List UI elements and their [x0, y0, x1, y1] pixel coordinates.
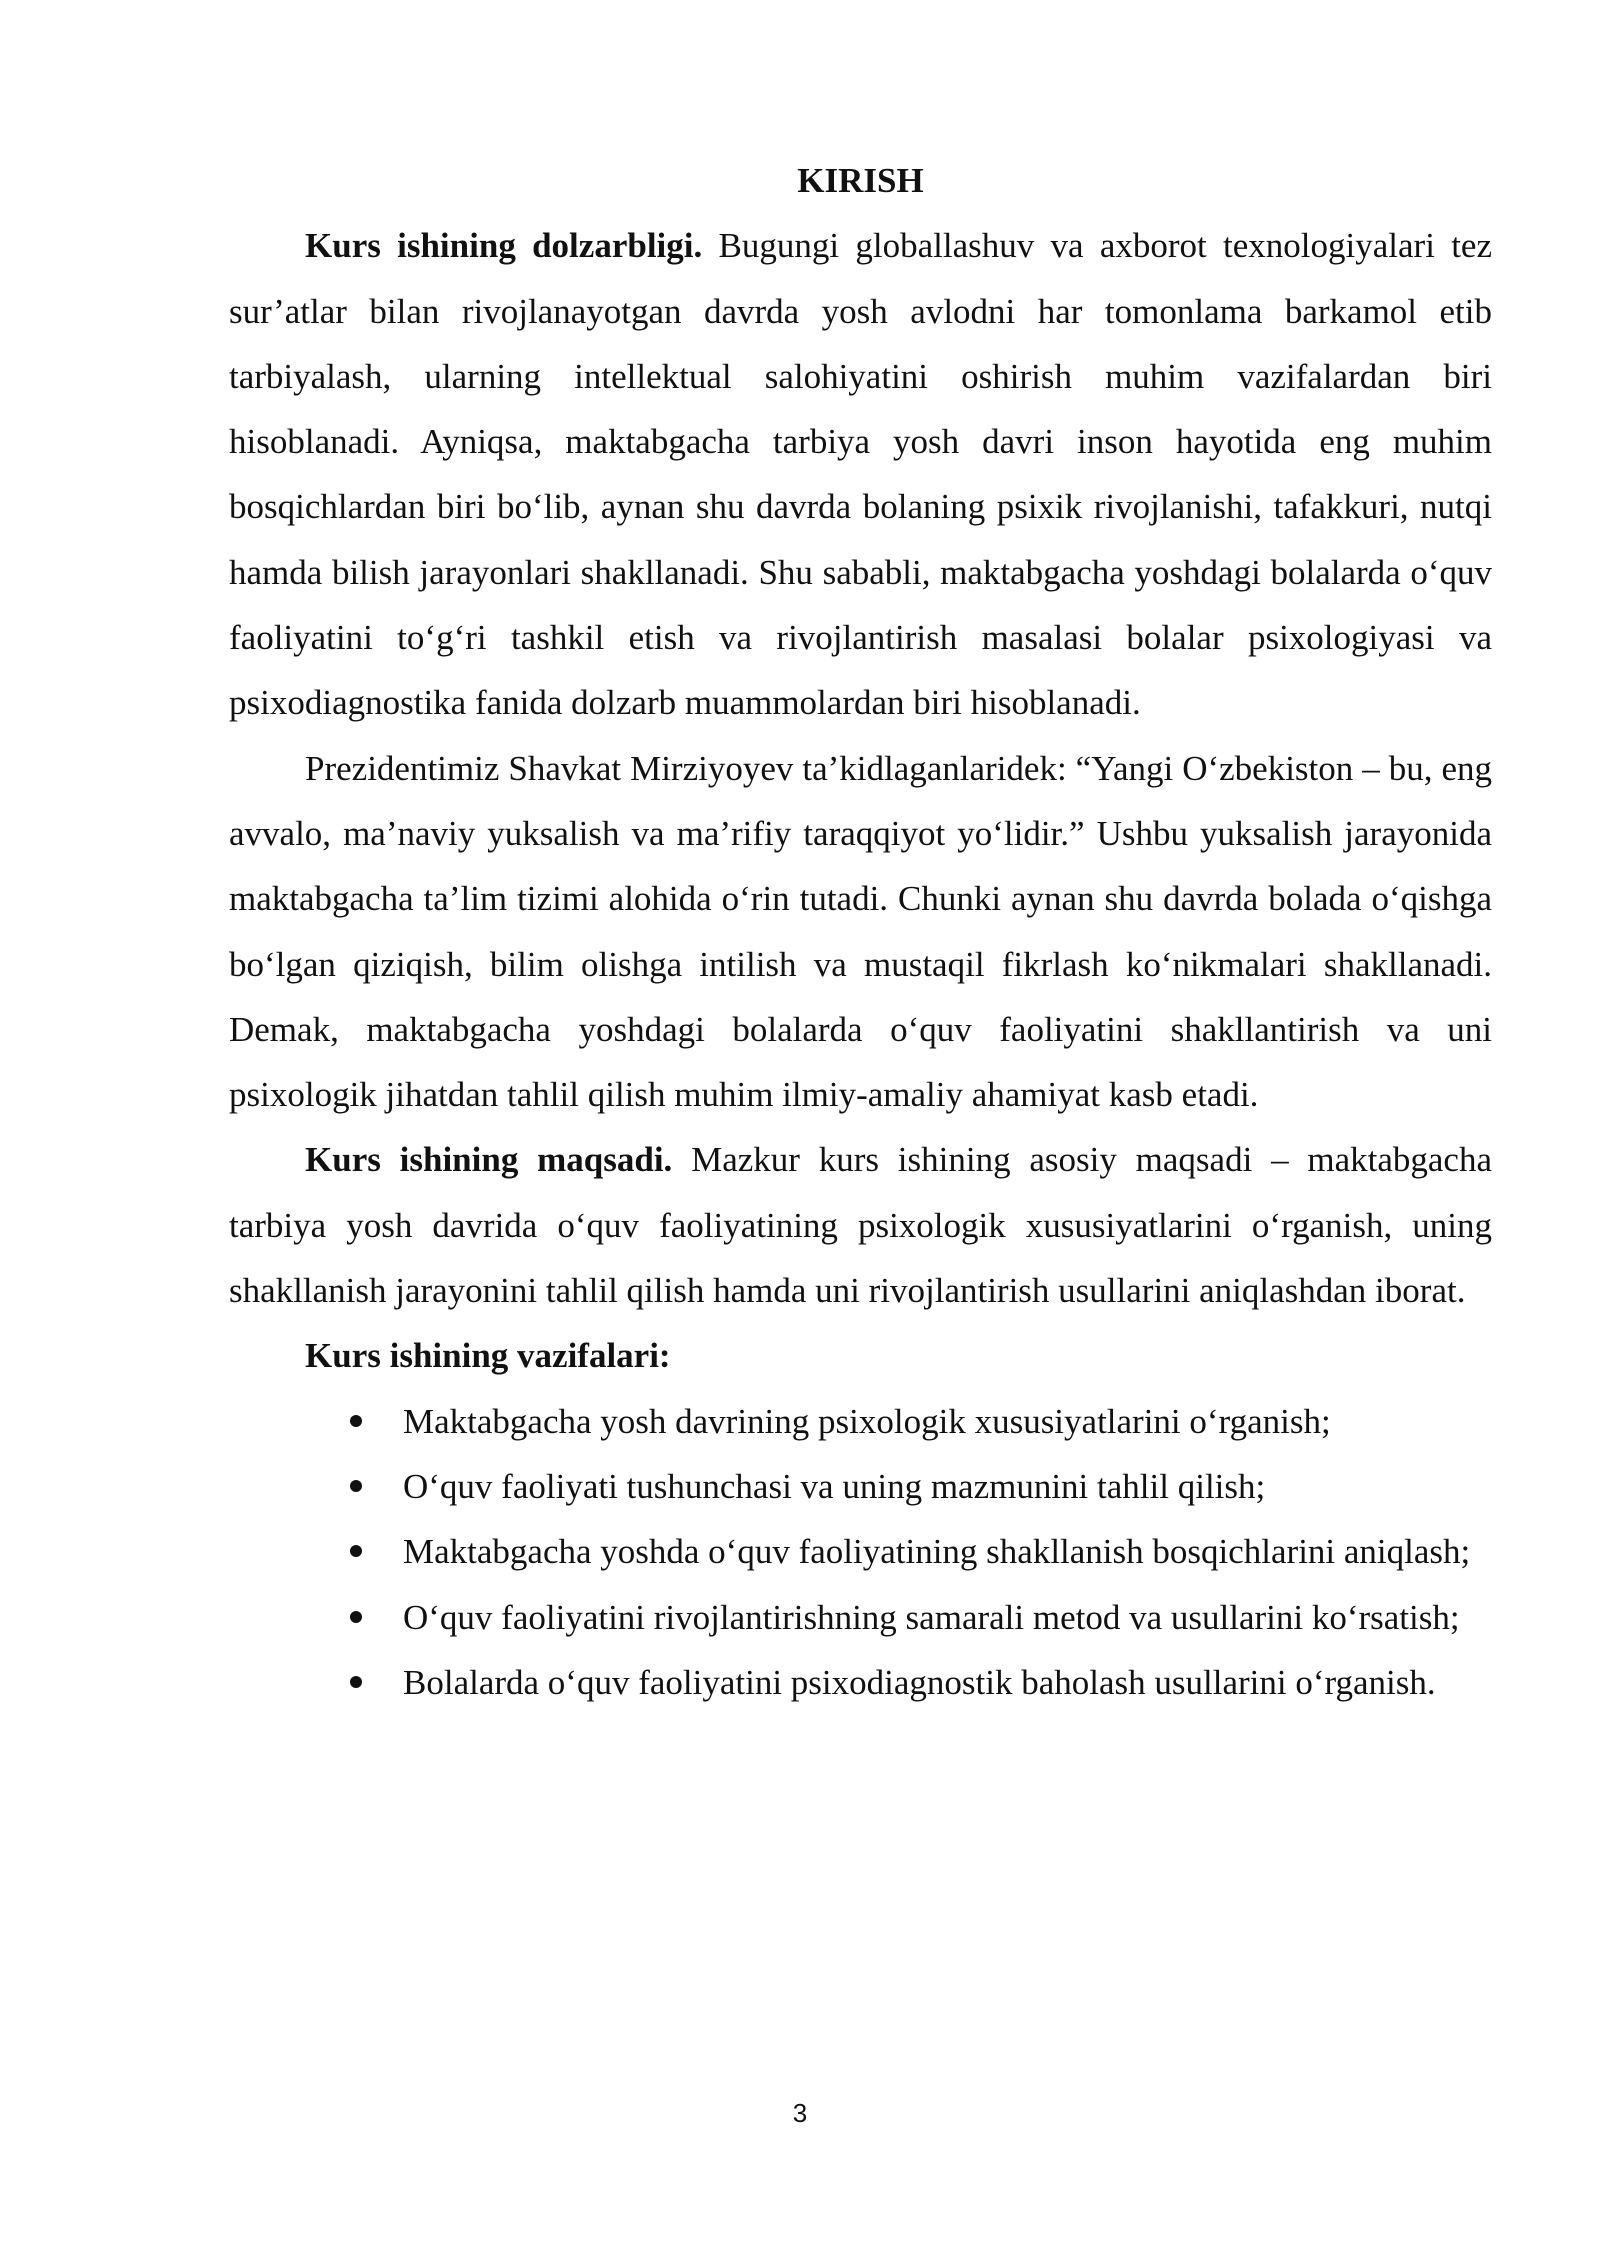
list-item-text: Maktabgacha yosh davrining psixologik xususiyatlarini o‘rganish;	[403, 1401, 1331, 1441]
list-item	[403, 1519, 1492, 1584]
page-content	[229, 148, 1492, 1715]
list-item	[403, 1585, 1492, 1650]
list-item-text: Maktabgacha yoshda o‘quv faoliyatining shakllanish bosqichlarini aniqlash;	[403, 1532, 1471, 1572]
paragraph-president-quote	[229, 736, 1492, 1128]
bullet-icon	[350, 1545, 362, 1557]
paragraph-text-goal: Mazkur kurs ishining asosiy maqsadi – maktabgacha tarbiya yosh davrida o‘quv faoliyatining psixologik xususiyatlarini o‘rganish, uning shakllanish jarayonini tahlil qilish hamda uni rivojlantirish usullarini aniqlashdan iborat.	[229, 1140, 1492, 1311]
tasks-heading: Kurs ishining vazifalari:	[305, 1336, 671, 1376]
list-item	[403, 1389, 1492, 1454]
paragraph-lead-relevance: Kurs ishining dolzarbligi.	[305, 226, 703, 266]
paragraph-relevance	[229, 213, 1492, 735]
paragraph-text-president-quote: Prezidentimiz Shavkat Mirziyoyev ta’kidlaganlaridek: “Yangi O‘zbekiston – bu, eng avvalo, ma’naviy yuksalish va ma’rifiy taraqqiyot yo‘lidir.” Ushbu yuksalish jarayonida maktabgacha ta’lim tizimi alohida o‘rin tutadi. Chunki aynan shu davrda bolada o‘qishga bo‘lgan qiziqish, bilim olishga intilish va mustaqil fikrlash ko‘nikmalari shakllanadi. Demak, maktabgacha yoshdagi bolalarda o‘quv faoliyatini shakllantirish va uni psixologik jihatdan tahlil qilish muhim ilmiy-amaliy ahamiyat kasb etadi.	[229, 748, 1492, 1115]
bullet-icon	[350, 1611, 362, 1623]
paragraph-goal	[229, 1127, 1492, 1323]
list-item-text: O‘quv faoliyati tushunchasi va uning mazmunini tahlil qilish;	[403, 1466, 1266, 1506]
list-item	[403, 1454, 1492, 1519]
page-title: KIRISH	[797, 161, 924, 200]
bullet-icon	[350, 1415, 362, 1427]
page-number: 3	[792, 2098, 808, 2128]
list-item-text: O‘quv faoliyatini rivojlantirishning samarali metod va usullarini ko‘rsatish;	[403, 1597, 1460, 1637]
bullet-icon	[350, 1676, 362, 1688]
paragraph-text-relevance: Bugungi globallashuv va axborot texnologiyalari tez sur’atlar bilan rivojlanayotgan davrda yosh avlodni har tomonlama barkamol etib tarbiyalash, ularning intellektual salohiyatini oshirish muhim vazifalardan biri hisoblanadi. Ayniqsa, maktabgacha tarbiya yosh davri inson hayotida eng muhim bosqichlardan biri bo‘lib, aynan shu davrda bolaning psixik rivojlanishi, tafakkuri, nutqi hamda bilish jarayonlari shakllanadi. Shu sababli, maktabgacha yoshdagi bolalarda o‘quv faoliyatini to‘g‘ri tashkil etish va rivojlantirish masalasi bolalar psixologiyasi va psixodiagnostika fanida dolzarb muammolardan biri hisoblanadi.	[229, 226, 1492, 723]
paragraph-lead-goal: Kurs ishining maqsadi.	[305, 1140, 673, 1180]
tasks-list	[229, 1389, 1492, 1715]
list-item	[403, 1650, 1492, 1715]
list-item-text: Bolalarda o‘quv faoliyatini psixodiagnostik baholash usullarini o‘rganish.	[403, 1662, 1436, 1702]
tasks-heading-line	[229, 1323, 1492, 1388]
bullet-icon	[350, 1480, 362, 1492]
